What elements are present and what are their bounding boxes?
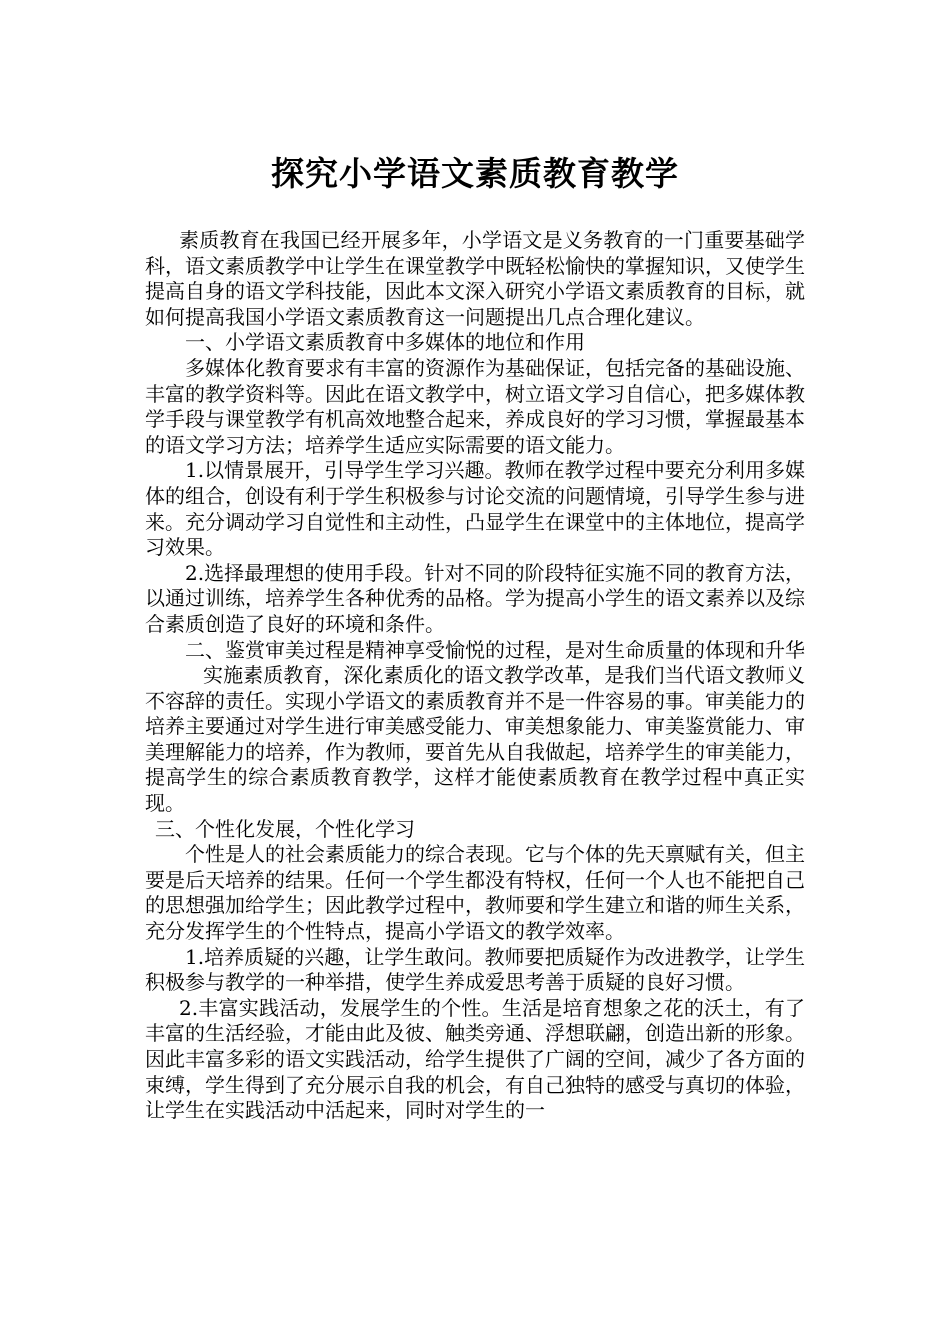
body-paragraph: 2.选择最理想的使用手段。针对不同的阶段特征实施不同的教育方法，以通过训练，培养学生各种优秀的品格。学为提高小学生的语文素养以及综合素质创造了良好的环境和条件。 (145, 560, 805, 636)
document-page (145, 150, 805, 1124)
section-heading-2: 二、鉴赏审美过程是精神享受愉悦的过程，是对生命质量的体现和升华 (185, 637, 805, 662)
body-paragraph: 实施素质教育，深化素质化的语文教学改革，是我们当代语文教师义不容辞的责任。实现小学语文的素质教育并不是一件容易的事。审美能力的培养主要通过对学生进行审美感受能力、审美想象能力、审美鉴赏能力、审美理解能力的培养，作为教师，要首先从自我做起，培养学生的审美能力，提高学生的综合素质教育教学，这样才能使素质教育在教学过程中真正实现。 (145, 663, 805, 816)
body-paragraph: 1.以情景展开，引导学生学习兴趣。教师在教学过程中要充分利用多媒体的组合，创设有利于学生积极参与讨论交流的问题情境，引导学生参与进来。充分调动学习自觉性和主动性，凸显学生在课堂中的主体地位，提高学习效果。 (145, 458, 805, 560)
intro-paragraph: 素质教育在我国已经开展多年，小学语文是义务教育的一门重要基础学科，语文素质教学中让学生在课堂教学中既轻松愉快的掌握知识，又使学生提高自身的语文学科技能，因此本文深入研究小学语文素质教育的目标，就如何提高我国小学语文素质教育这一问题提出几点合理化建议。 (145, 228, 805, 329)
section-heading-1: 一、小学语文素质教育中多媒体的地位和作用 (185, 330, 585, 355)
body-paragraph: 多媒体化教育要求有丰富的资源作为基础保证，包括完备的基础设施、丰富的教学资料等。因此在语文教学中，树立语文学习自信心，把多媒体教学手段与课堂教学有机高效地整合起来，养成良好的学习习惯，掌握最基本的语文学习方法；培养学生适应实际需要的语文能力。 (145, 355, 805, 457)
body-paragraph: 个性是人的社会素质能力的综合表现。它与个体的先天禀赋有关，但主要是后天培养的结果。任何一个学生都没有特权，任何一个人也不能把自己的思想强加给学生；因此教学过程中，教师要和学生建立和谐的师生关系，充分发挥学生的个性特点，提高小学语文的教学效率。 (145, 842, 805, 944)
document-title: 探究小学语文素质教育教学 (271, 154, 679, 193)
body-paragraph: 2.丰富实践活动，发展学生的个性。生活是培育想象之花的沃土，有了丰富的生活经验，才能由此及彼、触类旁通、浮想联翩，创造出新的形象。因此丰富多彩的语文实践活动，给学生提供了广阔的空间，减少了各方面的束缚，学生得到了充分展示自我的机会，有自己独特的感受与真切的体验，让学生在实践活动中活起来，同时对学生的一 (145, 995, 805, 1123)
body-paragraph: 1.培养质疑的兴趣，让学生敢问。教师要把质疑作为改进教学，让学生积极参与教学的一种举措，使学生养成爱思考善于质疑的良好习惯。 (145, 944, 805, 995)
section-heading-3: 三、个性化发展，个性化学习 (155, 816, 415, 841)
